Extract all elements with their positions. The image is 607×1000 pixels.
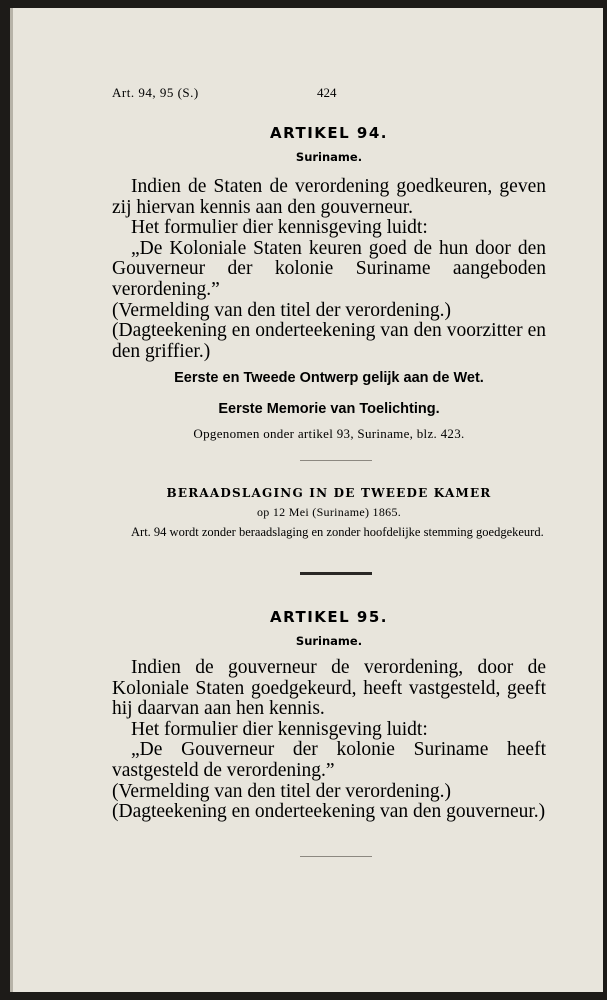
article-94-paragraph-3: „De Koloniale Staten keuren goed de hun door den Gouverneur der kolonie Suriname aangeboden verordening.” — [112, 237, 546, 300]
article-95-paragraph-5: (Dagteekening en onderteekening van den gouverneur.) — [112, 801, 546, 823]
memo-text: Opgenomen onder artikel 93, Suriname, blz. 423. — [193, 426, 465, 441]
article-94-subtitle: Suriname. — [295, 150, 363, 164]
article-94-paragraph-2: Het formulier dier kennisgeving luidt: — [131, 217, 428, 239]
beraadslaging-paragraph: Art. 94 wordt zonder beraadslaging en zonder hoofdelijke stemming goedgekeurd. — [131, 525, 544, 539]
beraadslaging-text — [112, 525, 546, 539]
thick-divider — [300, 572, 372, 575]
article-94-paragraph-4: (Vermelding van den titel der verordening.) — [112, 299, 451, 321]
article-95-paragraph-4: (Vermelding van den titel der verordening.) — [112, 780, 451, 802]
article-94-paragraph-5: (Dagteekening en onderteekening van den voorzitter en den griffier.) — [112, 320, 546, 362]
article-94-title: ARTIKEL 94. — [269, 124, 389, 142]
article-94-text — [112, 177, 546, 362]
beraadslaging-date: op 12 Mei (Suriname) 1865. — [256, 505, 402, 519]
page-edge — [10, 8, 13, 992]
article-95-paragraph-3: „De Gouverneur der kolonie Suriname heeft vastgesteld de verordening.” — [112, 739, 546, 781]
draft-heading: Eerste en Tweede Ontwerp gelijk aan de Wet. — [174, 370, 484, 386]
article-95-paragraph-2: Het formulier dier kennisgeving luidt: — [131, 718, 428, 740]
beraadslaging-title: BERAADSLAGING IN DE TWEEDE KAMER — [166, 486, 492, 500]
article-95-text — [112, 658, 546, 823]
article-reference: Art. 94, 95 (S.) — [112, 85, 199, 100]
memo-heading: Eerste Memorie van Toelichting. — [218, 401, 440, 417]
end-divider — [300, 856, 372, 857]
article-95-subtitle: Suriname. — [295, 634, 363, 648]
article-95-title: ARTIKEL 95. — [269, 608, 389, 626]
page-number: 424 — [317, 85, 337, 100]
article-94-paragraph-1: Indien de Staten de verordening goedkeuren, geven zij hiervan kennis aan den gouverneur. — [112, 176, 546, 218]
article-95-paragraph-1: Indien de gouverneur de verordening, door de Koloniale Staten goedgekeurd, heeft vastgesteld, geeft hij daarvan aan hen kennis. — [112, 657, 546, 720]
section-divider — [300, 460, 372, 461]
